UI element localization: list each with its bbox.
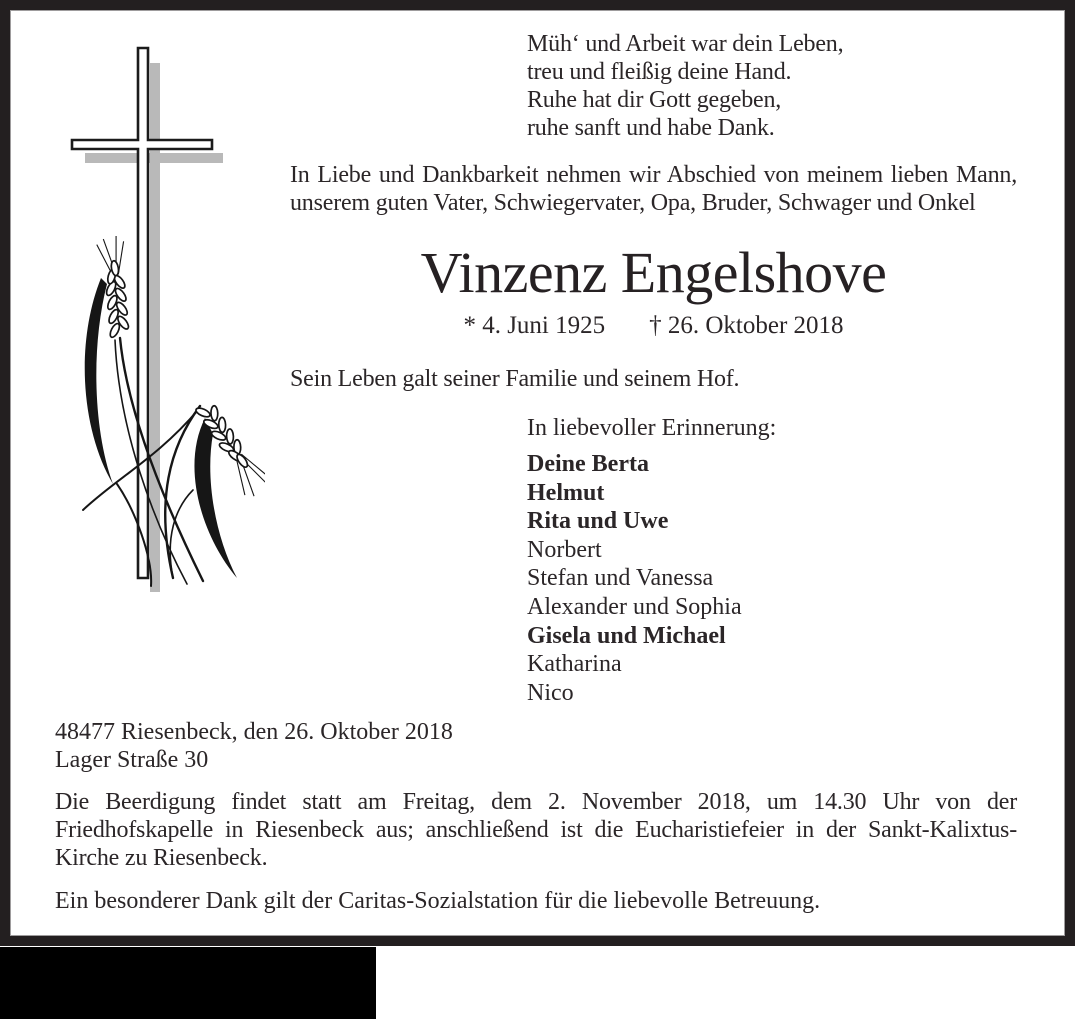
poem-line: Ruhe hat dir Gott gegeben, <box>527 87 782 113</box>
mourner-name: Rita und Uwe <box>527 508 669 535</box>
death-date: † 26. Oktober 2018 <box>649 312 844 339</box>
place-date-line: 48477 Riesenbeck, den 26. Oktober 2018 <box>55 719 453 745</box>
mourner-name: Stefan und Vanessa <box>527 565 714 592</box>
mourner-name: Norbert <box>527 536 602 563</box>
remembrance-list <box>527 450 742 707</box>
poem-line: ruhe sanft und habe Dank. <box>527 115 775 141</box>
remembrance-heading: In liebevoller Erinnerung: <box>527 415 777 441</box>
mourner-name: Gisela und Michael <box>527 622 726 649</box>
birth-date: * 4. Juni 1925 <box>463 312 606 339</box>
thanks-text: Ein besonderer Dank gilt der Caritas-Sozialstation für die liebevolle Betreuung. <box>55 888 821 914</box>
memorial-poem <box>527 30 843 142</box>
street-line: Lager Straße 30 <box>55 747 209 773</box>
deceased-name: Vinzenz Engelshove <box>420 240 887 305</box>
poem-line: Müh‘ und Arbeit war dein Leben, <box>527 31 844 57</box>
life-dates <box>290 311 1017 341</box>
poem-line: treu und fleißig deine Hand. <box>527 59 792 85</box>
address-block <box>55 718 453 774</box>
mourner-name: Katharina <box>527 651 622 678</box>
cross-and-wheat-icon <box>55 38 265 608</box>
mourner-name: Helmut <box>527 479 605 506</box>
mourner-name: Deine Berta <box>527 451 649 477</box>
funeral-info: Die Beerdigung findet statt am Freitag, dem 2. November 2018, um 14.30 Uhr von der Friedhofskapelle in Riesenbeck aus; anschließend ist die Eucharistiefeier in der Sankt-Kalixtus-Kirche zu Riesenbeck. <box>55 789 1017 871</box>
mourner-name: Alexander und Sophia <box>527 593 742 620</box>
black-redaction-block <box>0 947 376 1019</box>
mourner-name: Nico <box>527 679 574 706</box>
announcement-text: In Liebe und Dankbarkeit nehmen wir Abschied von meinem lieben Mann, unserem guten Vater, Schwiegervater, Opa, Bruder, Schwager und Onkel <box>290 162 1017 216</box>
life-note: Sein Leben galt seiner Familie und seinem Hof. <box>290 366 740 392</box>
